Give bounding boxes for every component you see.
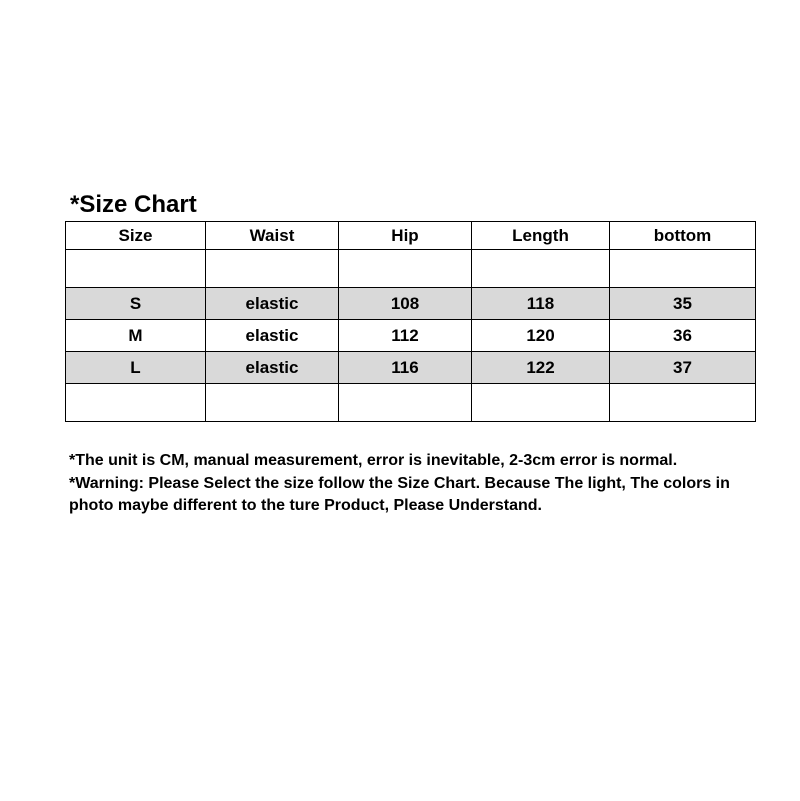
table-cell	[610, 250, 756, 288]
cell-length: 118	[472, 288, 610, 320]
table-spacer-row	[66, 384, 756, 422]
table-row-m	[66, 320, 756, 352]
header-bottom: bottom	[610, 222, 756, 250]
table-cell	[206, 250, 339, 288]
table-row-l	[66, 352, 756, 384]
cell-hip: 108	[339, 288, 472, 320]
unit-note: *The unit is CM, manual measurement, error is inevitable, 2-3cm error is normal.	[69, 452, 678, 469]
table-cell	[472, 384, 610, 422]
size-chart-title: *Size Chart	[70, 191, 197, 218]
cell-bottom: 35	[610, 288, 756, 320]
table-cell	[472, 250, 610, 288]
cell-size: M	[66, 320, 206, 352]
cell-hip: 112	[339, 320, 472, 352]
header-length: Length	[472, 222, 610, 250]
table-cell	[206, 384, 339, 422]
table-cell	[610, 384, 756, 422]
cell-bottom: 37	[610, 352, 756, 384]
table-spacer-row	[66, 250, 756, 288]
table-cell	[339, 384, 472, 422]
size-chart-table	[65, 221, 756, 422]
header-waist: Waist	[206, 222, 339, 250]
warning-note: *Warning: Please Select the size follow the Size Chart. Because The light, The colors in photo maybe different to the ture Product, Please Understand.	[69, 474, 730, 514]
cell-waist: elastic	[206, 320, 339, 352]
table-header-row	[66, 222, 756, 250]
cell-size: L	[66, 352, 206, 384]
cell-size: S	[66, 288, 206, 320]
notes-block	[69, 450, 769, 518]
cell-waist: elastic	[206, 288, 339, 320]
cell-length: 122	[472, 352, 610, 384]
table-cell	[66, 250, 206, 288]
cell-bottom: 36	[610, 320, 756, 352]
header-hip: Hip	[339, 222, 472, 250]
cell-length: 120	[472, 320, 610, 352]
header-size: Size	[66, 222, 206, 250]
table-row-s	[66, 288, 756, 320]
table-cell	[66, 384, 206, 422]
cell-hip: 116	[339, 352, 472, 384]
table-cell	[339, 250, 472, 288]
cell-waist: elastic	[206, 352, 339, 384]
